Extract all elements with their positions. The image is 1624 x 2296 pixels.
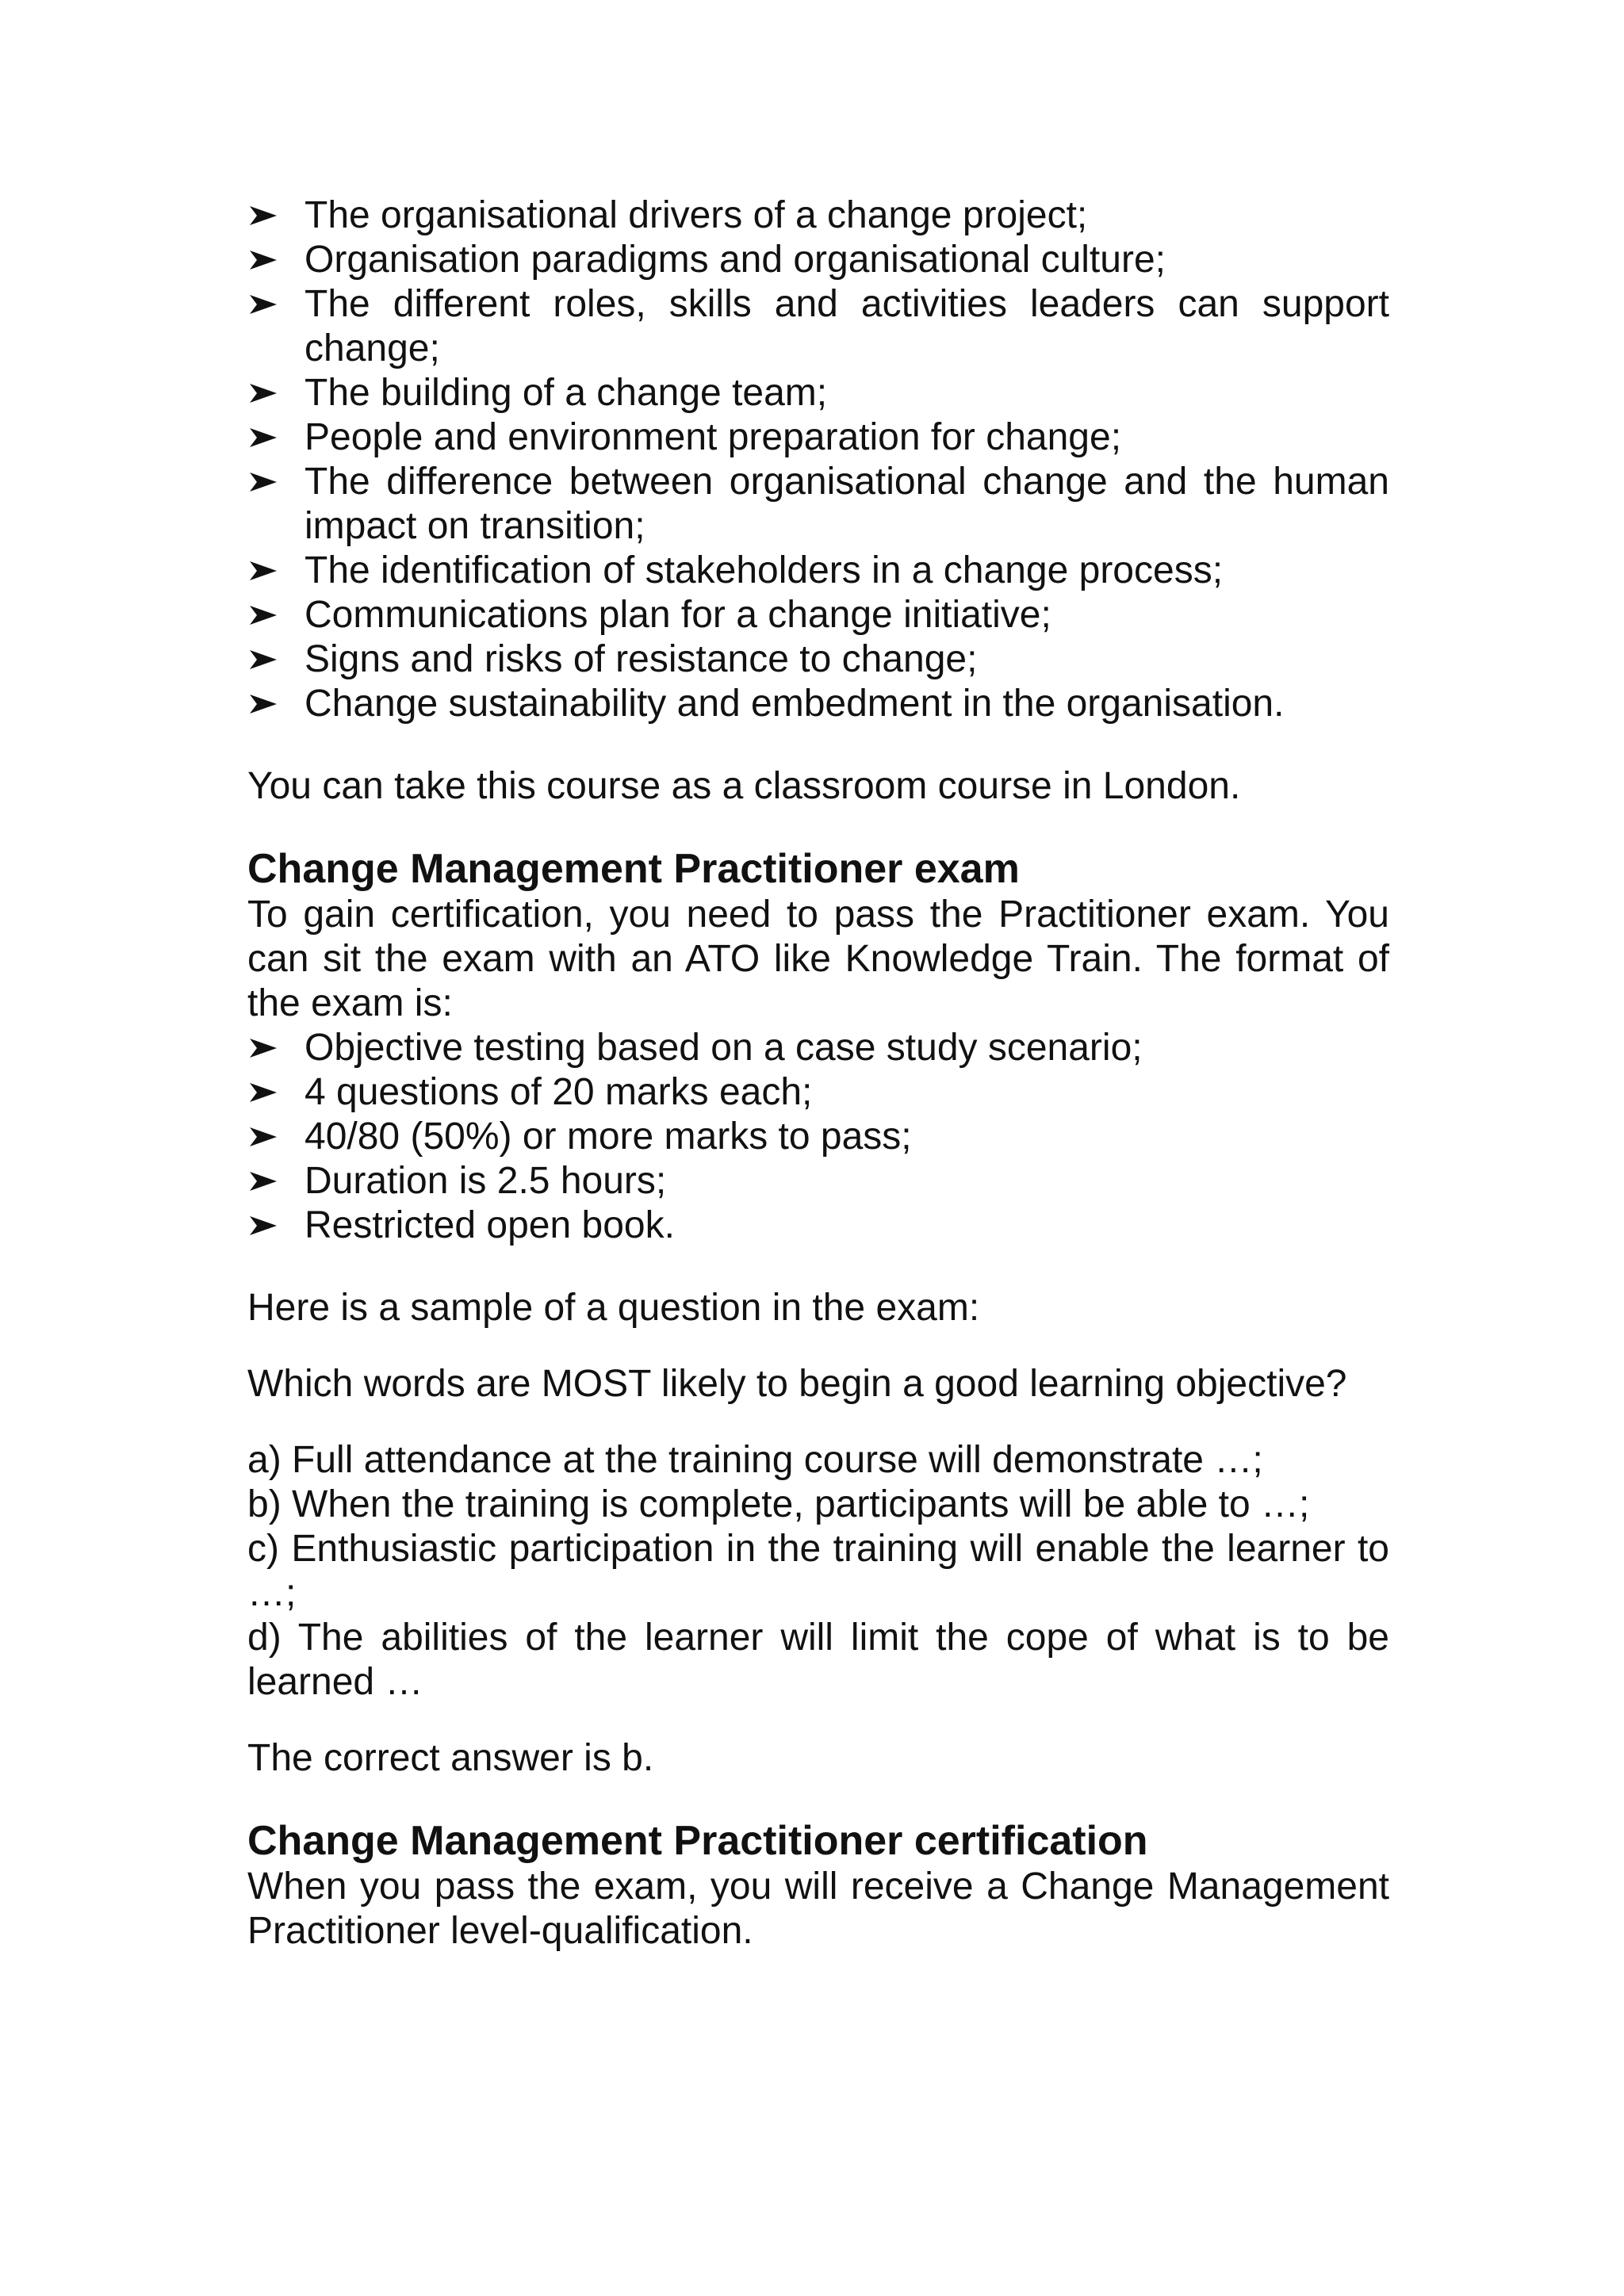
list-item: 4 questions of 20 marks each;	[247, 1070, 1389, 1115]
list-item: Communications plan for a change initiative;	[247, 593, 1389, 637]
answer-options	[247, 1438, 1389, 1705]
certification-heading: Change Management Practitioner certification	[247, 1818, 1148, 1864]
arrow-bullet-icon	[247, 238, 279, 282]
arrow-bullet-icon	[247, 1115, 279, 1159]
arrow-bullet-icon	[247, 637, 279, 682]
document-page	[247, 193, 1389, 1954]
answer-option: c) Enthusiastic participation in the training will enable the learner to …;	[247, 1528, 1389, 1614]
sample-intro: Here is a sample of a question in the exam:	[247, 1287, 980, 1329]
arrow-bullet-icon	[247, 460, 279, 504]
answer-option: b) When the training is complete, participants will be able to …;	[247, 1483, 1310, 1525]
exam-format-list	[247, 1026, 1389, 1248]
arrow-bullet-icon	[247, 1159, 279, 1203]
list-item: 40/80 (50%) or more marks to pass;	[247, 1115, 1389, 1159]
correct-answer: The correct answer is b.	[247, 1737, 654, 1779]
exam-intro: To gain certification, you need to pass the Practitioner exam. You can sit the exam with an ATO like Knowledge Train. The format of the exam is:	[247, 894, 1389, 1024]
list-item: Restricted open book.	[247, 1203, 1389, 1248]
list-item: The difference between organisational change and the human impact on transition;	[247, 460, 1389, 549]
arrow-bullet-icon	[247, 549, 279, 593]
topics-list	[247, 193, 1389, 726]
classroom-note: You can take this course as a classroom course in London.	[247, 765, 1241, 807]
arrow-bullet-icon	[247, 1203, 279, 1248]
list-item: Duration is 2.5 hours;	[247, 1159, 1389, 1203]
arrow-bullet-icon	[247, 682, 279, 726]
arrow-bullet-icon	[247, 1070, 279, 1115]
certification-text: When you pass the exam, you will receive a Change Management Practitioner level-qualification.	[247, 1866, 1389, 1952]
arrow-bullet-icon	[247, 193, 279, 238]
list-item: People and environment preparation for change;	[247, 415, 1389, 460]
arrow-bullet-icon	[247, 1026, 279, 1070]
list-item: The building of a change team;	[247, 371, 1389, 415]
arrow-bullet-icon	[247, 415, 279, 460]
list-item: The identification of stakeholders in a change process;	[247, 549, 1389, 593]
list-item: Signs and risks of resistance to change;	[247, 637, 1389, 682]
sample-question: Which words are MOST likely to begin a good learning objective?	[247, 1363, 1347, 1405]
answer-option: d) The abilities of the learner will limit the cope of what is to be learned …	[247, 1617, 1389, 1703]
list-item: The organisational drivers of a change project;	[247, 193, 1389, 238]
list-item: Organisation paradigms and organisational culture;	[247, 238, 1389, 282]
list-item: The different roles, skills and activities leaders can support change;	[247, 282, 1389, 371]
answer-option: a) Full attendance at the training course will demonstrate …;	[247, 1439, 1263, 1481]
arrow-bullet-icon	[247, 282, 279, 327]
exam-heading: Change Management Practitioner exam	[247, 846, 1020, 892]
list-item: Objective testing based on a case study scenario;	[247, 1026, 1389, 1070]
list-item: Change sustainability and embedment in the organisation.	[247, 682, 1389, 726]
arrow-bullet-icon	[247, 371, 279, 415]
arrow-bullet-icon	[247, 593, 279, 637]
